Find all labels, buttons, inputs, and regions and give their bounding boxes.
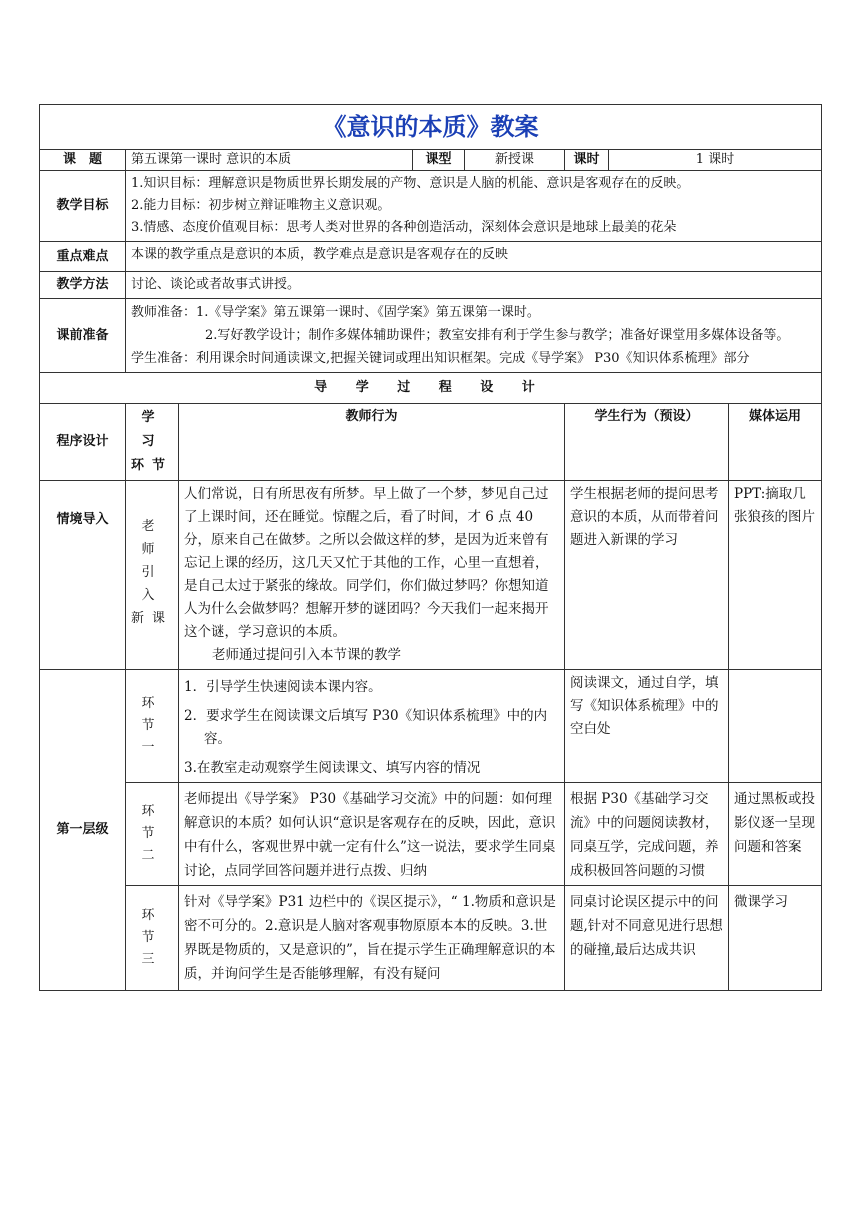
level1-program: 第一层级	[40, 670, 126, 991]
objective-ability: 2.能力目标：初步树立辩证唯物主义意识观。	[131, 198, 391, 213]
lesson-plan-table	[39, 104, 822, 991]
step1-media	[729, 670, 822, 783]
intro-student: 学生根据老师的提问思考意识的本质，从而带着问题进入新课的学习	[565, 481, 729, 670]
intro-link: 老 师 引 入 新课	[126, 481, 179, 670]
key-points-label: 重点难点	[40, 242, 126, 272]
col-teacher: 教师行为	[179, 404, 565, 481]
step3-student: 同桌讨论误区提示中的问题,针对不同意见进行思想的碰撞,最后达成共识	[565, 886, 729, 991]
objective-knowledge: 1.知识目标：理解意识是物质世界长期发展的产物、意识是人脑的机能、意识是客观存在的反映。	[131, 176, 690, 191]
key-points-row	[40, 242, 822, 272]
intro-teacher	[179, 481, 565, 670]
step3-teacher: 针对《导学案》P31 边栏中的《误区提示》，“ 1.物质和意识是密不可分的。2.意识是人脑对客观事物原原本本的反映。3.世界既是物质的，又是意识的”，旨在提示学生正确理解意识的本质，并询问学生是否能够理解，有没有疑问	[179, 886, 565, 991]
methods-text: 讨论、谈论或者故事式讲授。	[126, 272, 822, 299]
preparation-label: 课前准备	[40, 299, 126, 373]
step1-teacher	[179, 670, 565, 783]
type-value: 新授课	[465, 150, 565, 171]
intro-teacher-tail: 老师通过提问引入本节课的教学	[212, 647, 401, 663]
level1-step2-row	[40, 783, 822, 886]
step1-teacher-item3: 3.在教室走动观察学生阅读课文、填写内容的情况	[184, 760, 481, 776]
intro-teacher-text: 人们常说，日有所思夜有所梦。早上做了一个梦，梦见自己过了上课时间，还在睡觉。惊醒之后，看了时间，才 6 点 40 分，原来自己在做梦。之所以会做这样的梦，是因为近来曾有忘记上课的经历，这几天又忙于其他的工作，心里一直想着，是自己太过于紧张的缘故。同学们，你们做过梦吗？你想知道人为什么会做梦吗？想解开梦的谜团吗？今天我们一起来揭开这个谜，学习意识的本质。	[184, 486, 549, 640]
methods-row	[40, 272, 822, 299]
intro-program: 情境导入	[40, 481, 126, 670]
key-points-text: 本课的教学重点是意识的本质，教学难点是意识是客观存在的反映	[126, 242, 822, 272]
lesson-plan-sheet	[39, 104, 821, 991]
topic-label: 课 题	[40, 150, 126, 171]
step1-student: 阅读课文，通过自学，填写《知识体系梳理》中的空白处	[565, 670, 729, 783]
intro-row	[40, 481, 822, 670]
step2-student: 根据 P30《基础学习交流》中的问题阅读教材，同桌互学，完成问题，养成积极回答问题的习惯	[565, 783, 729, 886]
step2-media: 通过黑板或投影仪逐一呈现问题和答案	[729, 783, 822, 886]
objectives-label: 教学目标	[40, 171, 126, 242]
section-title: 导 学 过 程 设 计	[40, 373, 822, 404]
objective-attitude: 3.情感、态度价值观目标：思考人类对世界的各种创造活动，深刻体会意识是地球上最美的花朵	[131, 220, 677, 235]
level1-step3-row	[40, 886, 822, 991]
step2-link: 环 节 二	[126, 783, 179, 886]
preparation-row	[40, 299, 822, 373]
preparation-content	[126, 299, 822, 373]
document-title: 《意识的本质》教案	[40, 105, 822, 150]
methods-label: 教学方法	[40, 272, 126, 299]
section-title-row	[40, 373, 822, 404]
column-header-row	[40, 404, 822, 481]
topic-value: 第五课第一课时 意识的本质	[126, 150, 413, 171]
step2-teacher: 老师提出《导学案》 P30《基础学习交流》中的问题：如何理解意识的本质？如何认识“意识是客观存在的反映，因此，意识中有什么，客观世界中就一定有什么”这一说法，要求学生同桌讨论，点同学回答问题并进行点拨、归纳	[179, 783, 565, 886]
step3-link: 环 节 三	[126, 886, 179, 991]
intro-media: PPT:摘取几张狼孩的图片	[729, 481, 822, 670]
title-row	[40, 105, 822, 150]
hours-value: 1 课时	[609, 150, 822, 171]
type-label: 课型	[413, 150, 465, 171]
col-student: 学生行为（预设）	[565, 404, 729, 481]
step1-teacher-item1: 1．引导学生快速阅读本课内容。	[184, 679, 382, 695]
col-media: 媒体运用	[729, 404, 822, 481]
level1-step1-row	[40, 670, 822, 783]
step3-media: 微课学习	[729, 886, 822, 991]
col-program: 程序设计	[40, 404, 126, 481]
hours-label: 课时	[565, 150, 609, 171]
student-prep-line: 学生准备：利用课余时间通读课文,把握关键词或理出知识框架。完成《导学案》 P30《知识体系梳理》部分	[131, 351, 750, 366]
col-link: 学 习 环节	[126, 404, 179, 481]
teacher-prep-line2: 2.写好教学设计；制作多媒体辅助课件；教室安排有利于学生参与教学；准备好课堂用多媒体设备等。	[205, 328, 790, 343]
step1-teacher-item2: 2．要求学生在阅读课文后填写 P30《知识体系梳理》中的内容。	[184, 708, 548, 747]
header-row	[40, 150, 822, 171]
teacher-prep-line1: 教师准备：1.《导学案》第五课第一课时、《固学案》第五课第一课时。	[131, 305, 540, 320]
objectives-row	[40, 171, 822, 242]
objectives-content	[126, 171, 822, 242]
step1-link: 环 节 一	[126, 670, 179, 783]
